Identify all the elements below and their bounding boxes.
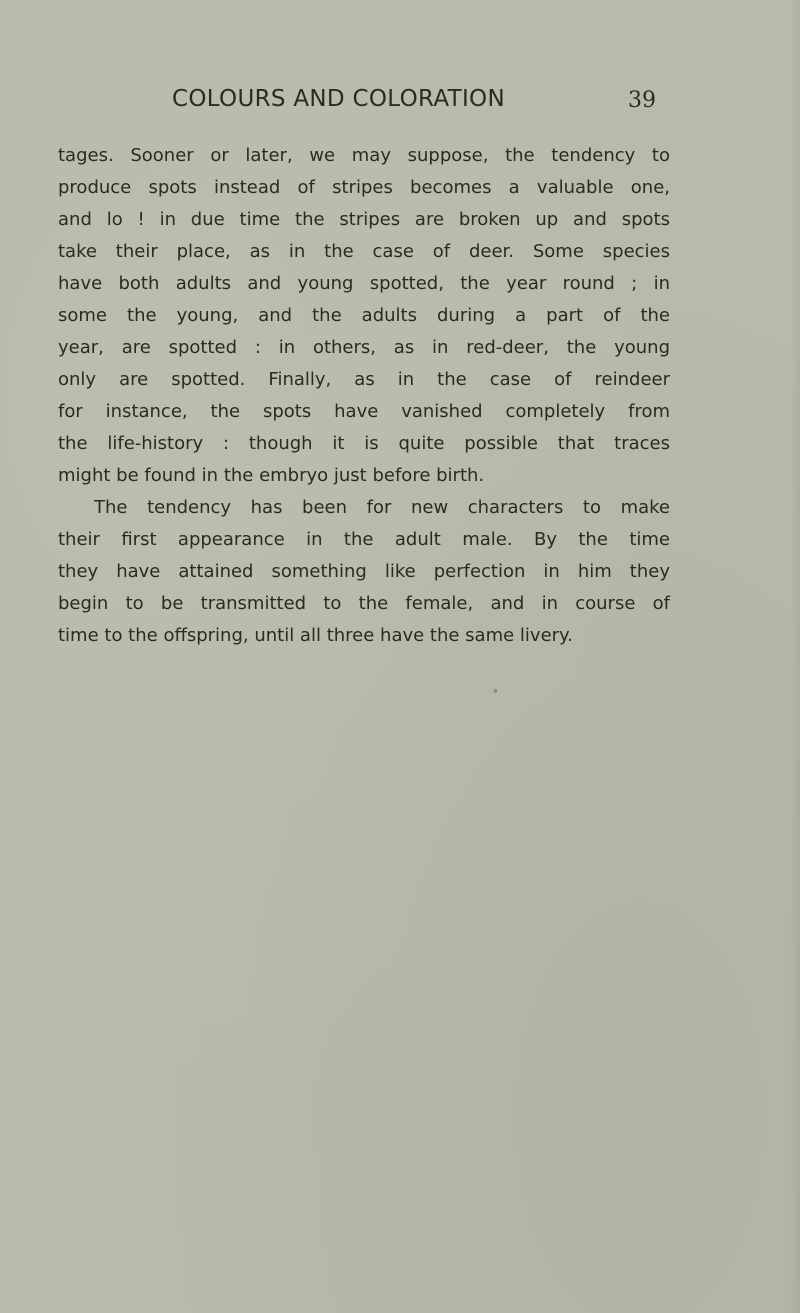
paragraph-1 [58, 140, 670, 492]
text-line: time to the offspring, until all three have the same livery. [58, 625, 573, 646]
text-line: the life-history : though it is quite possible that traces [58, 433, 670, 454]
text-line: produce spots instead of stripes becomes a valuable one, [58, 177, 670, 198]
text-line: and lo ! in due time the stripes are broken up and spots [58, 209, 670, 230]
page-edge-shadow [790, 0, 800, 1313]
body-text [58, 140, 670, 652]
text-line: they have attained something like perfection in him they [58, 561, 670, 582]
text-line: for instance, the spots have vanished completely from [58, 401, 670, 422]
page-number: 39 [628, 88, 656, 113]
text-line: might be found in the embryo just before birth. [58, 465, 485, 486]
text-line: their first appearance in the adult male. By the time [58, 529, 670, 550]
text-line: begin to be transmitted to the female, and in course of [58, 593, 670, 614]
text-line: only are spotted. Finally, as in the case of reindeer [58, 369, 670, 390]
text-line: year, are spotted : in others, as in red-deer, the young [58, 337, 670, 358]
text-line: take their place, as in the case of deer. Some species [58, 241, 670, 262]
paragraph-2 [58, 492, 670, 652]
paper-speck [494, 689, 497, 693]
text-line: The tendency has been for new characters to make [94, 497, 670, 518]
text-line: some the young, and the adults during a part of the [58, 305, 670, 326]
running-title: COLOURS AND COLORATION [172, 86, 505, 112]
text-line: have both adults and young spotted, the year round ; in [58, 273, 670, 294]
text-line: tages. Sooner or later, we may suppose, the tendency to [58, 145, 670, 166]
